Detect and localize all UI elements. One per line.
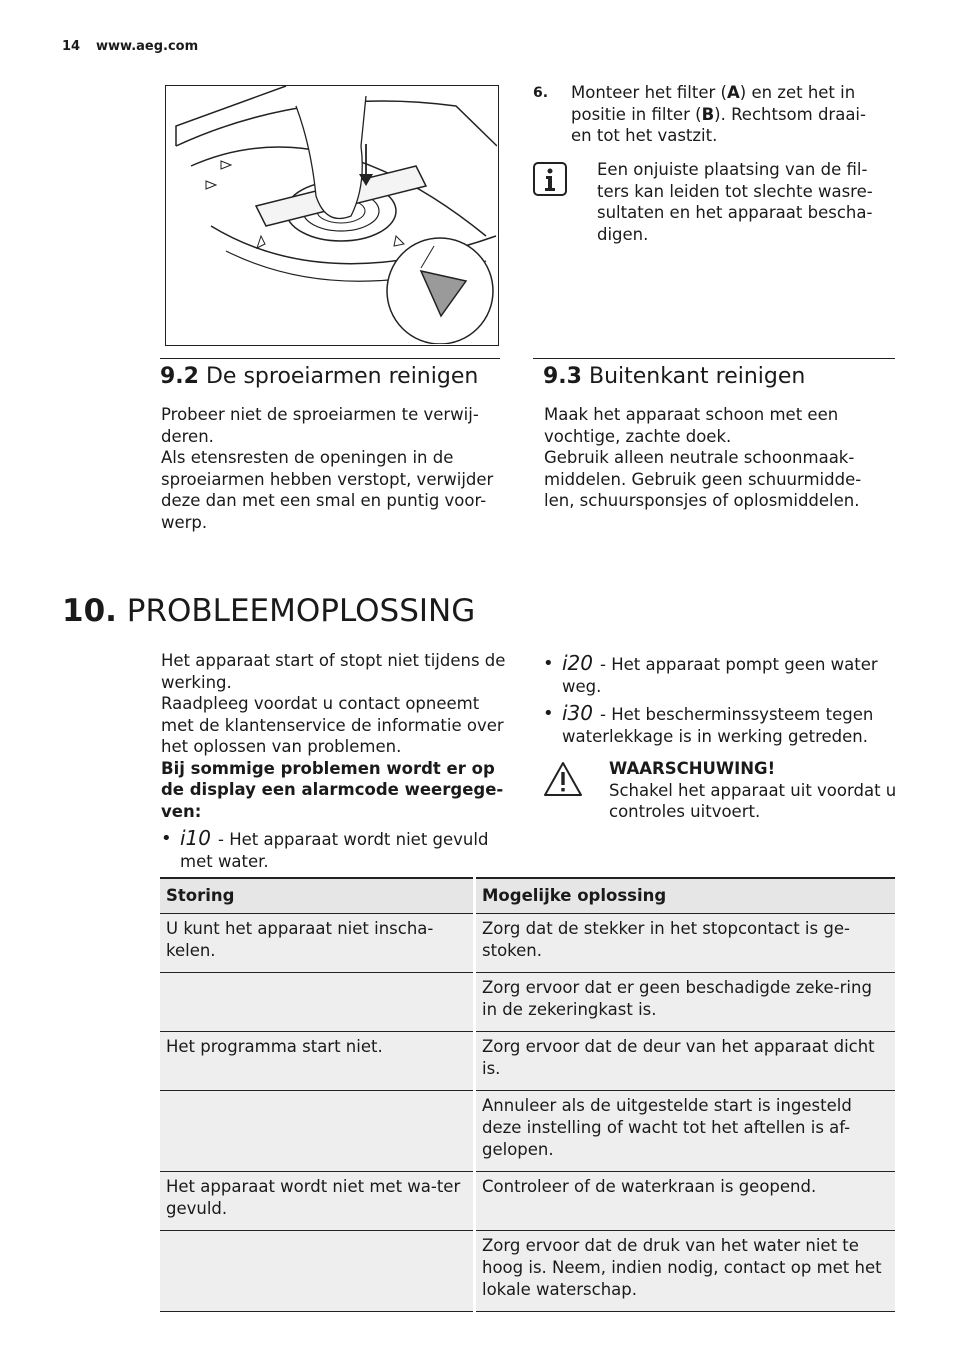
oplossing-cell: Zorg ervoor dat de druk van het water niet te hoog is. Neem, indien nodig, contact op met het lokale waterschap.	[476, 1231, 895, 1312]
table-row	[160, 1231, 895, 1312]
alarm-code-glyph: i30	[562, 703, 594, 723]
section-number: 9.3	[543, 364, 582, 389]
paragraph: Als etensresten de openingen in de sproeiarmen hebben verstopt, verwijder deze dan met een smal en puntig voor-werp.	[161, 448, 494, 532]
storing-cell	[160, 1091, 475, 1172]
warning-title: WAARSCHUWING!	[609, 759, 776, 778]
paragraph: Gebruik alleen neutrale schoonmaak-middelen. Gebruik geen schuurmidde-len, schuursponsjes of oplosmiddelen.	[544, 448, 862, 510]
alarm-code-display-icon	[562, 653, 596, 673]
step-6-text-part: ) en zet het in positie in filter (	[571, 83, 856, 124]
alarm-code-display-icon	[180, 828, 214, 848]
storing-cell: Het programma start niet.	[160, 1032, 475, 1091]
alarm-code-description: - Het bescherminssysteem tegen waterlekkage is in werking getreden.	[562, 705, 874, 746]
step-6-text-part: Monteer het filter (	[571, 83, 727, 102]
column-header-storing: Storing	[160, 878, 475, 914]
oplossing-cell: Annuleer als de uitgestelde start is ingesteld deze instelling of wacht tot het aftellen is af-gelopen.	[476, 1091, 895, 1172]
warning-triangle-icon	[543, 761, 583, 797]
bullet-dot: •	[161, 828, 172, 849]
header-url: www.aeg.com	[96, 39, 199, 54]
section-number: 9.2	[160, 364, 199, 389]
info-icon	[533, 162, 567, 196]
paragraph: Het apparaat start of stopt niet tijdens de werking.	[161, 651, 506, 692]
chapter-heading	[62, 590, 475, 632]
section-9-2-body	[161, 404, 506, 533]
section-divider	[160, 358, 500, 359]
section-title: Buitenkant reinigen	[588, 364, 806, 389]
intro-text	[161, 650, 516, 822]
filter-b-label: B	[701, 104, 715, 124]
info-note-text: Een onjuiste plaatsing van de fil-ters kan leiden tot slechte wasre-sultaten en het apparaat bescha-digen.	[597, 160, 873, 244]
oplossing-cell: Zorg ervoor dat er geen beschadigde zeke-ring in de zekeringkast is.	[476, 973, 895, 1032]
table-row	[160, 973, 895, 1032]
oplossing-cell: Controleer of de waterkraan is geopend.	[476, 1172, 895, 1231]
warning-block	[609, 758, 899, 823]
step-number: 6.	[533, 85, 549, 101]
alarm-code-text	[562, 703, 897, 747]
table-row	[160, 1032, 895, 1091]
filter-a-label: A	[726, 83, 740, 102]
filter-illustration	[165, 85, 499, 346]
step-6-text-part: ). Rechtsom draai-en tot het vastzit.	[571, 104, 866, 145]
storing-cell	[160, 973, 475, 1032]
warning-text: Schakel het apparaat uit voordat u controles uitvoert.	[609, 780, 897, 821]
paragraph: Maak het apparaat schoon met een vochtige, zachte doek.	[544, 405, 839, 446]
table-header-row	[160, 878, 895, 914]
filter-drawing	[166, 86, 497, 344]
table-row	[160, 1091, 895, 1172]
chapter-number: 10.	[62, 593, 117, 629]
bullet-dot: •	[543, 703, 554, 724]
section-9-3-body	[544, 404, 884, 512]
section-title: De sproeiarmen reinigen	[205, 364, 479, 389]
table-row	[160, 1172, 895, 1231]
alarm-code-glyph: i20	[562, 653, 594, 673]
chapter-title: PROBLEEMOPLOSSING	[126, 593, 476, 629]
alarm-code-description: - Het apparaat pompt geen water weg.	[562, 655, 878, 696]
storing-cell: U kunt het apparaat niet inscha-kelen.	[160, 914, 475, 973]
section-9-2-heading	[160, 363, 478, 391]
step-6-text	[571, 82, 881, 147]
page-number: 14	[62, 39, 81, 54]
storing-cell: Het apparaat wordt niet met wa-ter gevuld.	[160, 1172, 475, 1231]
bullet-dot: •	[543, 653, 554, 674]
alarm-code-description: - Het apparaat wordt niet gevuld met water.	[180, 830, 489, 871]
oplossing-cell: Zorg ervoor dat de deur van het apparaat dicht is.	[476, 1032, 895, 1091]
paragraph: Probeer niet de sproeiarmen te verwij-deren.	[161, 405, 479, 446]
storing-cell	[160, 1231, 475, 1312]
troubleshooting-table	[160, 877, 895, 1312]
column-header-oplossing: Mogelijke oplossing	[476, 878, 895, 914]
alarm-code-text	[180, 828, 510, 872]
table-row	[160, 914, 895, 973]
alarm-code-display-icon	[562, 703, 596, 723]
section-divider	[533, 358, 895, 359]
oplossing-cell: Zorg dat de stekker in het stopcontact is ge-stoken.	[476, 914, 895, 973]
paragraph: Raadpleeg voordat u contact opneemt met de klantenservice de informatie over het oplossen van problemen.	[161, 694, 504, 756]
alarm-code-text	[562, 653, 897, 697]
alarm-code-intro: Bij sommige problemen wordt er op de display een alarmcode weergege-ven:	[161, 758, 504, 821]
alarm-code-glyph: i10	[180, 828, 212, 848]
section-9-3-heading	[543, 363, 805, 391]
